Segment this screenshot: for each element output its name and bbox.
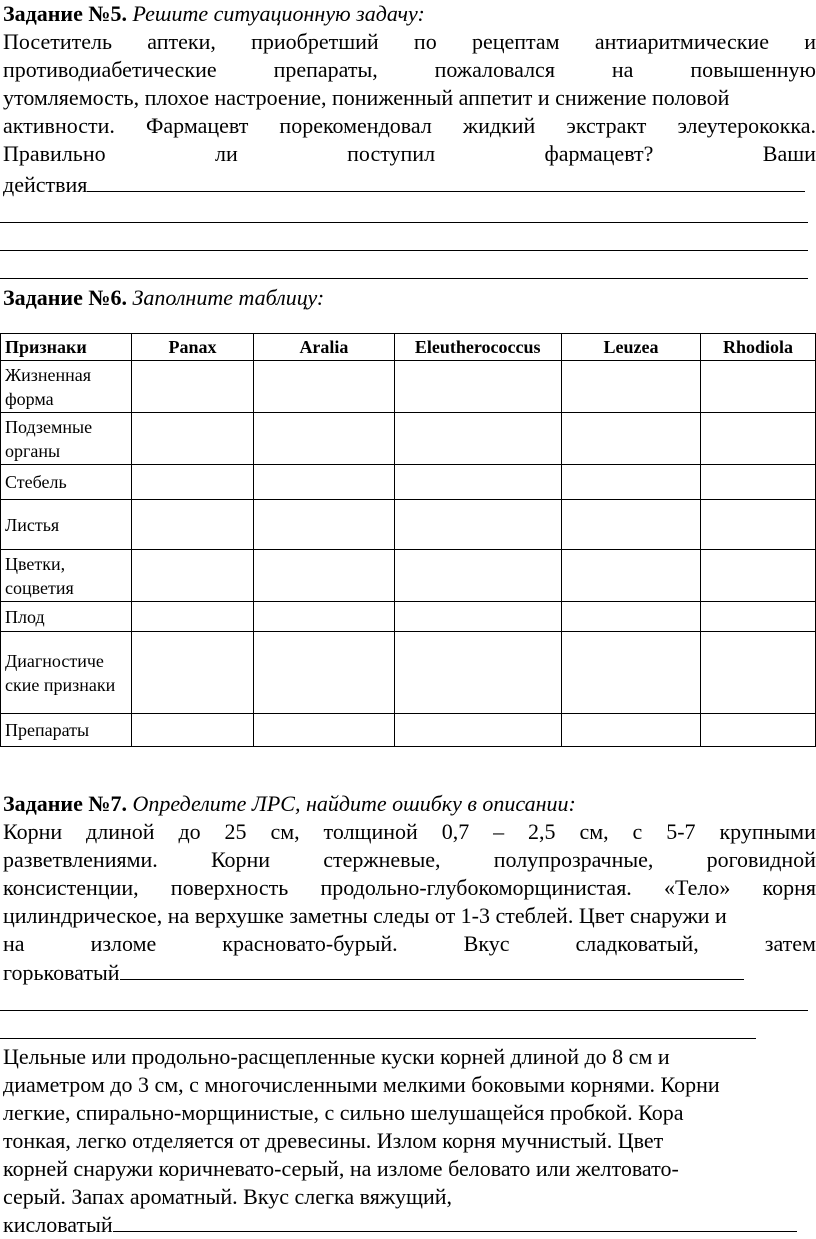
task5-text-word: ли	[214, 141, 238, 166]
task7-text-word: 0,7	[441, 819, 470, 844]
task7-answer2-blank[interactable]	[113, 1211, 797, 1232]
table-cell[interactable]	[394, 413, 561, 465]
task7-text-word: роговидной	[706, 847, 816, 872]
table-cell[interactable]	[131, 632, 254, 714]
task7-text-line	[3, 874, 816, 902]
task5-instruction: Решите ситуационную задачу:	[132, 1, 425, 26]
table-cell[interactable]	[561, 465, 700, 500]
task5-text-word: Правильно	[3, 141, 106, 166]
row-label: Цветки, соцветия	[1, 550, 132, 602]
row-label: Жизненная форма	[1, 361, 132, 413]
task5-text-word: элеутерококка.	[677, 113, 816, 138]
task5-text-word: Ваши	[762, 141, 816, 166]
table-cell[interactable]	[254, 602, 394, 632]
task7-text-word: поверхность	[170, 875, 289, 900]
table-cell[interactable]	[394, 602, 561, 632]
table-row	[1, 465, 816, 500]
task7-text-word: на	[3, 931, 25, 956]
task5-text-word: на	[611, 57, 634, 82]
task5-text-word: экстракт	[566, 113, 647, 138]
task5-text-word: жидкий	[462, 113, 536, 138]
task5-answer-line-2[interactable]	[0, 222, 808, 223]
task7-text-line: серый. Запах ароматный. Вкус слегка вяжущий,	[3, 1184, 453, 1209]
task5-answer-label: действия	[3, 172, 88, 197]
table-cell[interactable]	[131, 714, 254, 747]
task5-text-line	[3, 56, 816, 84]
task7-text-line	[3, 930, 816, 958]
task5-number: Задание №5.	[3, 1, 127, 26]
task7-text-line	[3, 902, 727, 930]
task7-text-word: 5-7	[666, 819, 696, 844]
column-header: Eleutherococcus	[394, 334, 561, 361]
task5-text-word: утомляемость, плохое настроение, пониженный аппетит и снижение половой	[3, 85, 730, 110]
task7-text-word: сладковатый,	[575, 931, 699, 956]
task7-text-word: изломе	[90, 931, 157, 956]
task5-text-word: пожаловался	[434, 57, 555, 82]
table-cell[interactable]	[394, 714, 561, 747]
column-header: Panax	[131, 334, 254, 361]
task7-text-word: полупрозрачные,	[493, 847, 654, 872]
table-cell[interactable]	[394, 632, 561, 714]
task7-text-word: с	[632, 819, 643, 844]
table-cell[interactable]	[701, 714, 816, 747]
table-cell[interactable]	[701, 413, 816, 465]
column-header: Признаки	[1, 334, 132, 361]
task7-answer1-line-2[interactable]	[0, 1010, 808, 1011]
task7-text-line: Цельные или продольно-расщепленные куски корней длиной до 8 см и	[3, 1044, 670, 1069]
table-cell[interactable]	[561, 361, 700, 413]
table-cell[interactable]	[394, 465, 561, 500]
table-cell[interactable]	[561, 413, 700, 465]
task5-text-word: поступил	[347, 141, 436, 166]
task7-text-line: тонкая, легко отделяется от древесины. Излом корня мучнистый. Цвет	[3, 1128, 664, 1153]
column-header: Leuzea	[561, 334, 700, 361]
table-row	[1, 632, 816, 714]
table-cell[interactable]	[701, 602, 816, 632]
column-header: Rhodiola	[701, 334, 816, 361]
table-row	[1, 500, 816, 550]
table-cell[interactable]	[701, 361, 816, 413]
table-cell[interactable]	[254, 413, 394, 465]
table-cell[interactable]	[131, 361, 254, 413]
task5-heading	[3, 0, 425, 28]
table-cell[interactable]	[394, 550, 561, 602]
task5-text-line	[3, 28, 816, 56]
row-label: Плод	[1, 602, 132, 632]
task5-text-line	[3, 140, 816, 168]
task7-text-word: затем	[764, 931, 816, 956]
task5-text-word: повышенную	[690, 57, 816, 82]
table-row	[1, 550, 816, 602]
task6-instruction: Заполните таблицу:	[132, 285, 325, 310]
task7-text-word: 2,5	[528, 819, 556, 844]
table-cell[interactable]	[701, 632, 816, 714]
task7-instruction: Определите ЛРС, найдите ошибку в описании:	[132, 791, 576, 816]
task7-text-line	[3, 846, 816, 874]
task5-text-word: и	[804, 29, 816, 54]
task5-answer-line-4[interactable]	[0, 278, 808, 279]
table-cell[interactable]	[131, 602, 254, 632]
task7-text-word: до	[178, 819, 201, 844]
task7-text-word: 25	[224, 819, 247, 844]
row-label: Листья	[1, 500, 132, 550]
table-cell[interactable]	[254, 500, 394, 550]
row-label: Диагностиче ские признаки	[1, 632, 132, 714]
table-cell[interactable]	[254, 550, 394, 602]
task7-answer2-label: кисловатый	[3, 1212, 113, 1237]
plants-table	[0, 333, 816, 747]
task6-heading	[3, 284, 324, 312]
task7-text-word: разветвлениями.	[3, 847, 158, 872]
table-cell[interactable]	[394, 361, 561, 413]
table-row	[1, 413, 816, 465]
table-cell[interactable]	[561, 550, 700, 602]
table-cell[interactable]	[701, 465, 816, 500]
task7-text-word: толщиной	[323, 819, 418, 844]
task5-text-word: Посетитель	[3, 29, 113, 54]
task5-text-word: порекомендовал	[279, 113, 432, 138]
task7-text-word: консистенции,	[3, 875, 139, 900]
table-cell[interactable]	[394, 500, 561, 550]
task7-answer1-blank[interactable]	[120, 959, 744, 980]
task7-text-word: крупными	[719, 819, 816, 844]
task7-text-line: диаметром до 3 см, с многочисленными мелкими боковыми корнями. Корни	[3, 1072, 720, 1097]
task5-text-line	[3, 84, 729, 112]
column-header: Aralia	[254, 334, 394, 361]
task5-text-word: активности.	[3, 113, 115, 138]
table-cell[interactable]	[561, 632, 700, 714]
task7-text-line: корней снаружи коричневато-серый, на изломе беловато или желтовато-	[3, 1156, 679, 1181]
task5-answer-line-3[interactable]	[0, 250, 808, 251]
task5-text-word: фармацевт?	[544, 141, 654, 166]
table-header-row	[1, 334, 816, 361]
table-cell[interactable]	[701, 550, 816, 602]
row-label: Препараты	[1, 714, 132, 747]
task7-text-word: Корни	[3, 819, 63, 844]
task7-text-word: Корни	[210, 847, 271, 872]
table-cell[interactable]	[254, 361, 394, 413]
task7-text-word: «Тело»	[663, 875, 731, 900]
task5-text-word: Фармацевт	[146, 113, 249, 138]
table-row	[1, 602, 816, 632]
task7-text-word: –	[493, 819, 505, 844]
table-cell[interactable]	[131, 550, 254, 602]
task7-text-word: продольно-глубокоморщинистая.	[320, 875, 632, 900]
table-cell[interactable]	[254, 714, 394, 747]
table-cell[interactable]	[254, 632, 394, 714]
task7-answer1-line-1[interactable]	[3, 959, 744, 987]
table-cell[interactable]	[131, 500, 254, 550]
task7-answer1-line-3[interactable]	[0, 1038, 756, 1039]
table-cell[interactable]	[561, 602, 700, 632]
row-label: Подземные органы	[1, 413, 132, 465]
task6-number: Задание №6.	[3, 285, 127, 310]
task5-text-word: приобретший	[251, 29, 379, 54]
table-cell[interactable]	[701, 500, 816, 550]
task5-text-word: антиаритмические	[594, 29, 769, 54]
task7-text-word: длиной	[86, 819, 155, 844]
task7-answer2-line[interactable]	[3, 1211, 797, 1239]
table-row	[1, 361, 816, 413]
task7-text-word: красновато-бурый.	[222, 931, 398, 956]
task7-answer1-label: горьковатый	[3, 960, 120, 985]
table-cell[interactable]	[131, 465, 254, 500]
row-label: Стебель	[1, 465, 132, 500]
table-cell[interactable]	[561, 714, 700, 747]
task5-answer-line-1[interactable]	[3, 171, 805, 199]
task5-text-word: противодиабетические	[3, 57, 217, 82]
task5-answer-blank[interactable]	[87, 171, 805, 192]
task7-number: Задание №7.	[3, 791, 127, 816]
task7-text-word: см,	[579, 819, 609, 844]
task7-text-word: стержневые,	[323, 847, 441, 872]
task7-text-line: легкие, спирально-морщинистые, с сильно шелушащейся пробкой. Кора	[3, 1100, 684, 1125]
task5-text-word: рецептам	[471, 29, 560, 54]
task7-heading	[3, 790, 576, 818]
table-cell[interactable]	[254, 465, 394, 500]
task7-text-word: корня	[762, 875, 816, 900]
task7-text-line	[3, 818, 816, 846]
task7-text-word: цилиндрическое, на верхушке заметны следы от 1-3 стеблей. Цвет снаружи и	[3, 903, 727, 928]
task5-text-word: препараты,	[273, 57, 378, 82]
table-cell[interactable]	[561, 500, 700, 550]
task5-text-line	[3, 112, 816, 140]
table-cell[interactable]	[131, 413, 254, 465]
task7-text-word: см,	[270, 819, 300, 844]
task5-text-word: аптеки,	[147, 29, 216, 54]
table-row	[1, 714, 816, 747]
task7-text-word: Вкус	[463, 931, 510, 956]
task5-text-word: по	[413, 29, 437, 54]
